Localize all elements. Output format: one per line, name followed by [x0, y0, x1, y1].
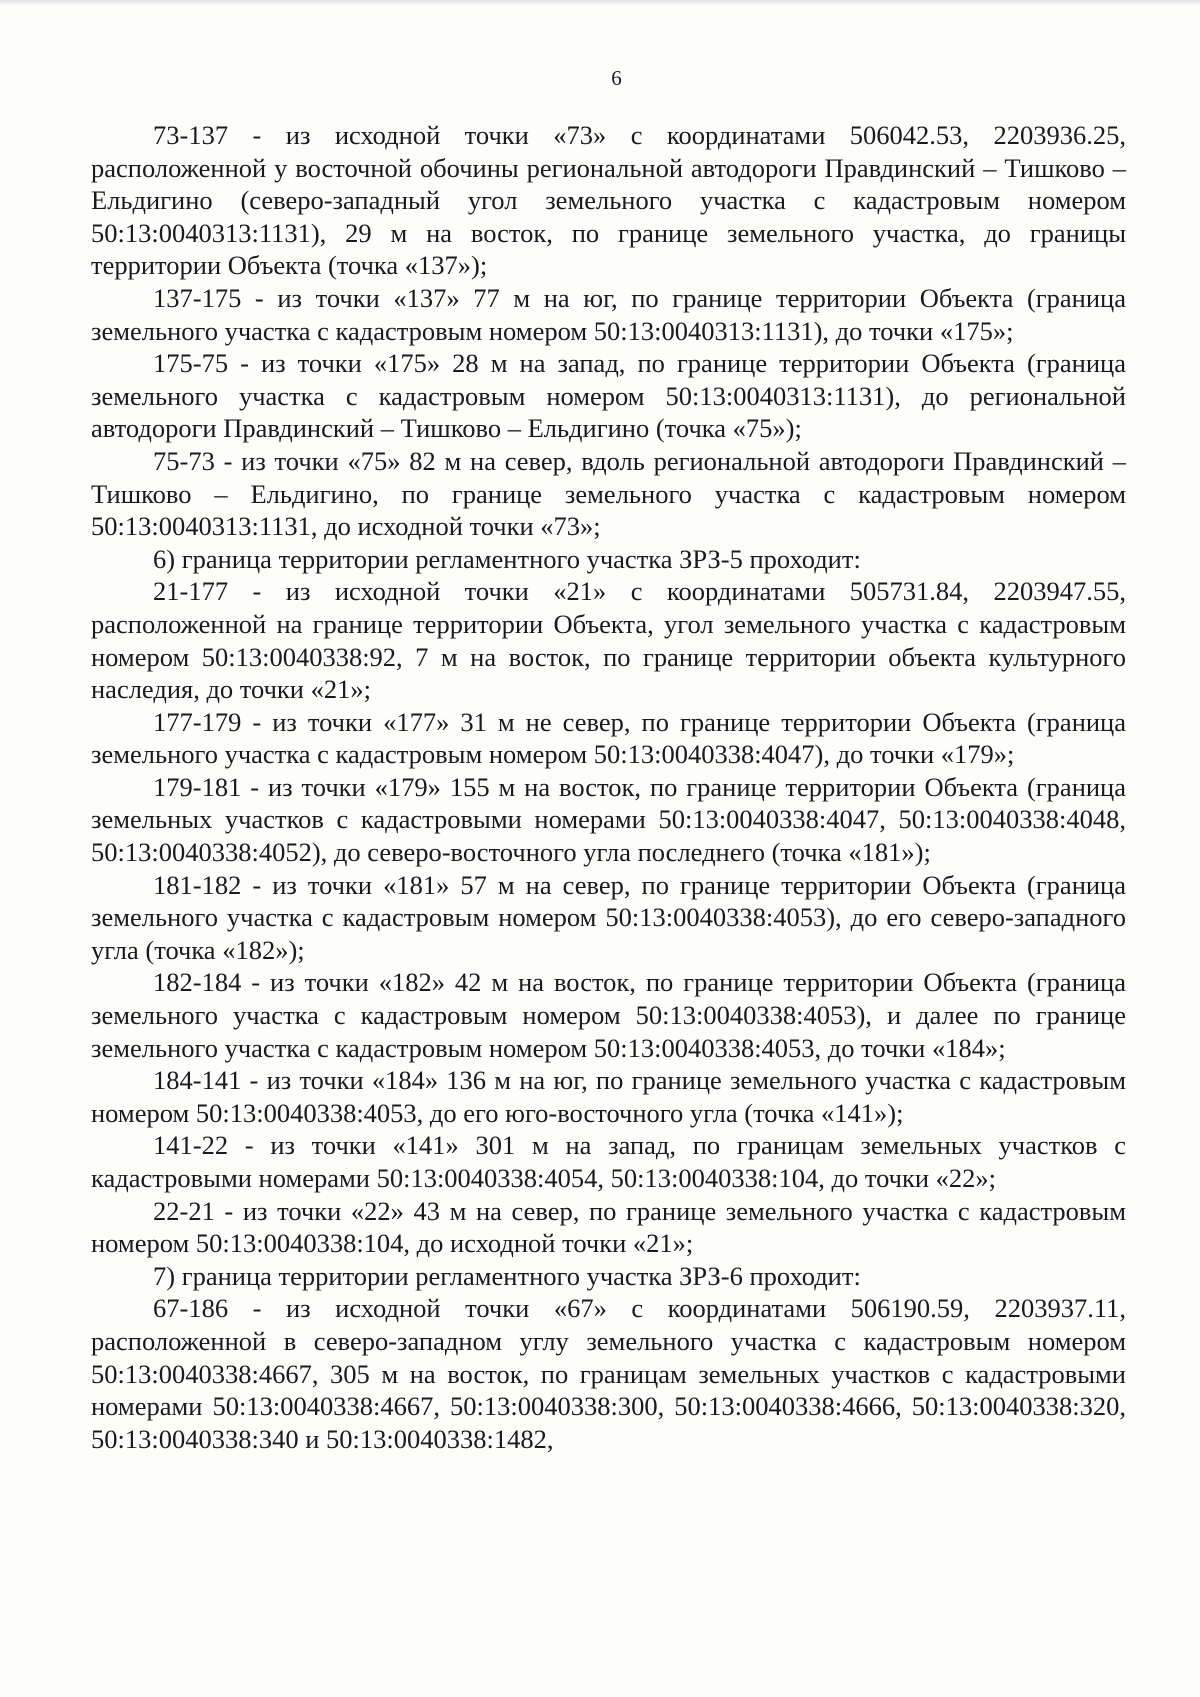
paragraph-boundary-21-177: 21-177 - из исходной точки «21» с координатами 505731.84, 2203947.55, расположенной на границе территории Объекта, угол земельного участка с кадастровым номером 50:13:0040338:92, 7 м на восток, по границе территории объекта культурного наследия, до точки «21»;	[91, 576, 1126, 705]
paragraph-boundary-182-184: 182-184 - из точки «182» 42 м на восток, по границе территории Объекта (граница земельного участка с кадастровым номером 50:13:0040338:4053), и далее по границе земельного участка с кадастровым номером 50:13:0040338:4053, до точки «184»;	[91, 967, 1126, 1063]
paragraph-boundary-67-186: 67-186 - из исходной точки «67» с координатами 506190.59, 2203937.11, расположенной в северо-западном углу земельного участка с кадастровым номером 50:13:0040338:4667, 305 м на восток, по границам земельных участков с кадастровыми номерами 50:13:0040338:4667, 50:13:0040338:300, 50:13:0040338:4666, 50:13:0040338:320, 50:13:0040338:340 и 50:13:0040338:1482,	[91, 1293, 1126, 1454]
paragraph-boundary-137-175: 137-175 - из точки «137» 77 м на юг, по границе территории Объекта (граница земельного участка с кадастровым номером 50:13:0040313:1131), до точки «175»;	[91, 282, 1126, 346]
section-heading-zrz-5: 6) граница территории регламентного участка ЗРЗ-5 проходит:	[153, 543, 861, 574]
paragraph-boundary-141-22: 141-22 - из точки «141» 301 м на запад, по границам земельных участков с кадастровыми номерами 50:13:0040338:4054, 50:13:0040338:104, до точки «22»;	[91, 1130, 1126, 1193]
paragraph-boundary-22-21: 22-21 - из точки «22» 43 м на север, по границе земельного участка с кадастровым номером 50:13:0040338:104, до исходной точки «21»;	[91, 1195, 1126, 1259]
paragraph-boundary-175-75: 175-75 - из точки «175» 28 м на запад, по границе территории Объекта (граница земельного участка с кадастровым номером 50:13:0040313:1131), до региональной автодороги Правдинский – Тишково – Ельдигино (точка «75»);	[91, 348, 1126, 444]
paragraph-boundary-181-182: 181-182 - из точки «181» 57 м на север, по границе территории Объекта (граница земельного участка с кадастровым номером 50:13:0040338:4053), до его северо-западного угла (точка «182»);	[91, 869, 1126, 965]
paragraph-boundary-75-73: 75-73 - из точки «75» 82 м на север, вдоль региональной автодороги Правдинский – Тишково – Ельдигино, по границе земельного участка с кадастровым номером 50:13:0040313:1131, до исходной точки «73»;	[91, 445, 1126, 542]
paragraph-boundary-177-179: 177-179 - из точки «177» 31 м не север, по границе территории Объекта (граница земельного участка с кадастровым номером 50:13:0040338:4047), до точки «179»;	[91, 706, 1126, 770]
page-number: 6	[611, 66, 622, 90]
paragraph-boundary-179-181: 179-181 - из точки «179» 155 м на восток, по границе территории Объекта (граница земельных участков с кадастровыми номерами 50:13:0040338:4047, 50:13:0040338:4048, 50:13:0040338:4052), до северо-восточного угла последнего (точка «181»);	[91, 771, 1126, 868]
document-body	[91, 119, 1126, 1455]
paragraph-boundary-184-141: 184-141 - из точки «184» 136 м на юг, по границе земельного участка с кадастровым номером 50:13:0040338:4053, до его юго-восточного угла (точка «141»);	[91, 1065, 1126, 1128]
section-heading-zrz-6: 7) граница территории регламентного участка ЗРЗ-6 проходит:	[153, 1260, 861, 1291]
paragraph-boundary-73-137: 73-137 - из исходной точки «73» с координатами 506042.53, 2203936.25, расположенной у восточной обочины региональной автодороги Правдинский – Тишково – Ельдигино (северо-западный угол земельного участка с кадастровым номером 50:13:0040313:1131), 29 м на восток, по границе земельного участка, до границы территории Объекта (точка «137»);	[91, 120, 1126, 281]
